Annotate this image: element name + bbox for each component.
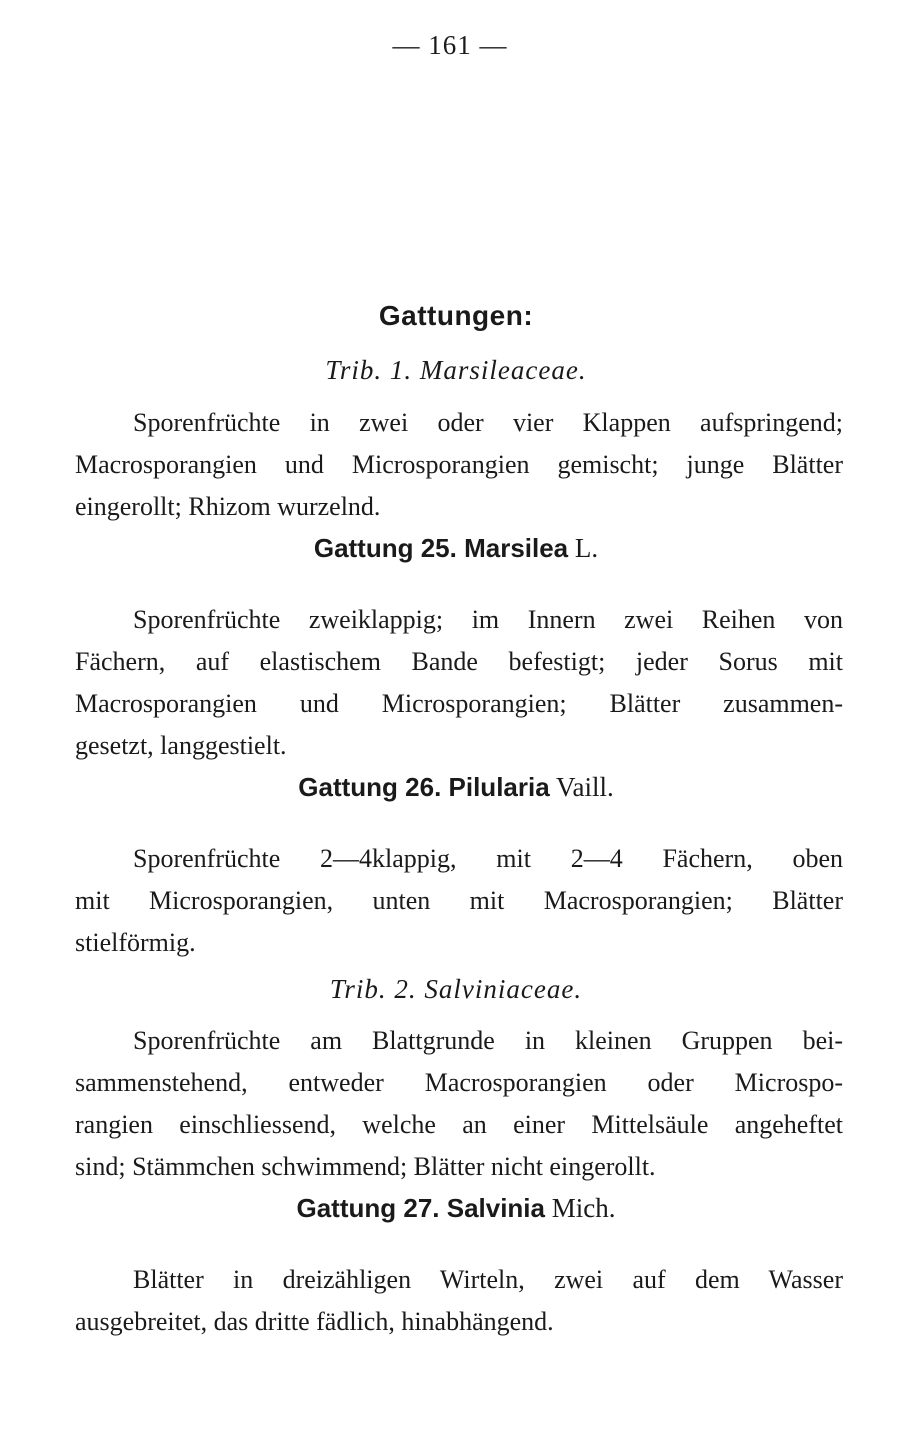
genus-author: Vaill.: [555, 772, 614, 802]
text-line: sind; Stämmchen schwimmend; Blätter nicht eingerollt.: [75, 1152, 656, 1181]
genus-heading-marsilea: [0, 533, 900, 564]
text-line: Sporenfrüchte am Blattgrunde in kleinen Gruppen bei-: [133, 1026, 843, 1055]
genus-description-salvinia: [75, 1259, 843, 1343]
text-line: Sporenfrüchte 2—4klappig, mit 2—4 Fächern, oben: [133, 844, 843, 873]
text-line: Blätter in dreizähligen Wirteln, zwei auf dem Wasser: [133, 1265, 843, 1294]
page-number: — 161 —: [392, 30, 508, 60]
text-line: mit Microsporangien, unten mit Macrosporangien; Blätter: [75, 886, 843, 915]
genus-label: Gattung 26. Pilularia: [298, 772, 550, 802]
tribe-description-marsileaceae: [75, 402, 843, 528]
genus-author: L.: [574, 533, 599, 563]
text-line: Fächern, auf elastischem Bande befestigt; jeder Sorus mit: [75, 647, 843, 676]
genus-description-pilularia: [75, 838, 843, 964]
genus-heading-salvinia: [0, 1193, 900, 1224]
tribe-heading-marsileaceae: Trib. 1. Marsileaceae.: [325, 355, 587, 385]
text-line: Sporenfrüchte zweiklappig; im Innern zwei Reihen von: [133, 605, 843, 634]
text-line: ausgebreitet, das dritte fädlich, hinabhängend.: [75, 1307, 554, 1336]
tribe-description-salviniaceae: [75, 1020, 843, 1188]
text-line: Sporenfrüchte in zwei oder vier Klappen aufspringend;: [133, 408, 843, 437]
text-line: rangien einschliessend, welche an einer Mittelsäule angeheftet: [75, 1110, 843, 1139]
tribe-heading-salviniaceae: Trib. 2. Salviniaceae.: [329, 974, 583, 1004]
text-line: Macrosporangien und Microsporangien; Blätter zusammen-: [75, 689, 843, 718]
genus-author: Mich.: [551, 1193, 616, 1223]
text-line: Macrosporangien und Microsporangien gemischt; junge Blätter: [75, 450, 843, 479]
genus-heading-pilularia: [0, 772, 900, 803]
genus-description-marsilea: [75, 599, 843, 767]
section-heading: Gattungen:: [378, 300, 534, 331]
text-line: stielförmig.: [75, 928, 196, 957]
text-line: eingerollt; Rhizom wurzelnd.: [75, 492, 381, 521]
genus-label: Gattung 27. Salvinia: [296, 1193, 545, 1223]
text-line: sammenstehend, entweder Macrosporangien oder Microspo-: [75, 1068, 843, 1097]
genus-label: Gattung 25. Marsilea: [313, 533, 569, 563]
text-line: gesetzt, langgestielt.: [75, 731, 287, 760]
